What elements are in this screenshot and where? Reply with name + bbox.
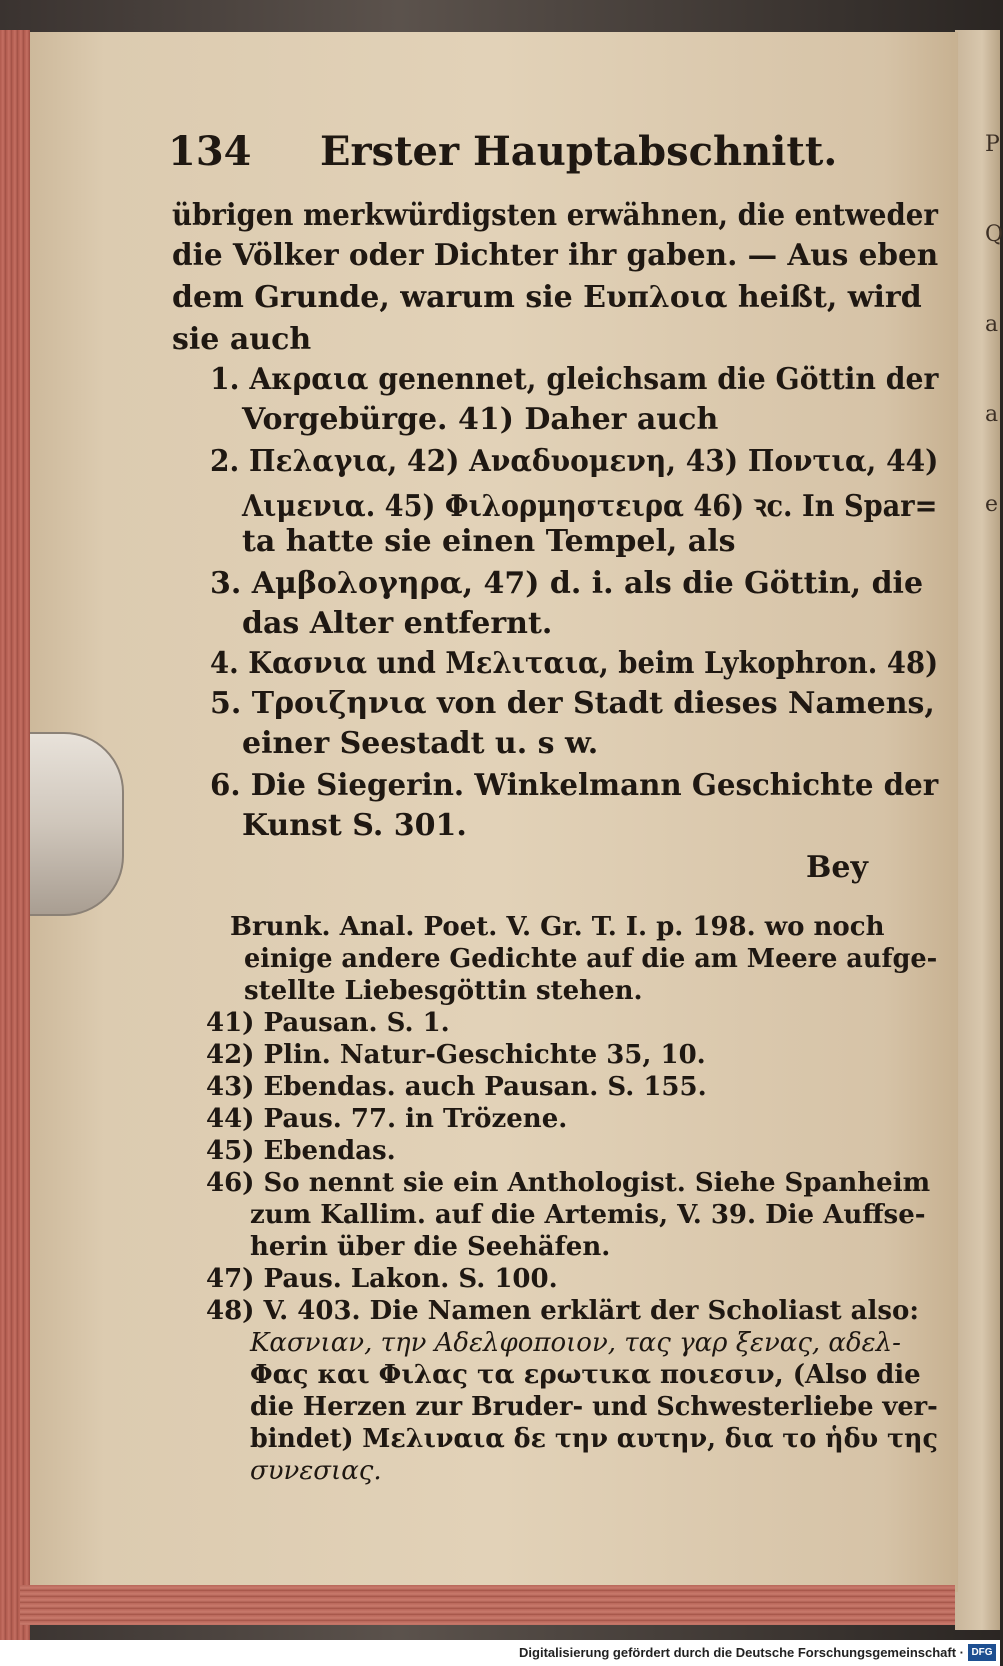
footer-bar	[0, 1640, 1000, 1666]
footnote-line: herin über die Seehäfen.	[250, 1232, 611, 1262]
book-page	[30, 32, 958, 1592]
body-line: 6. Die Siegerin. Winkelmann Geschichte der	[210, 768, 939, 803]
footnote-line: einige andere Gedichte auf die am Meere aufge-	[244, 944, 938, 974]
footnote-line: Κασνιαν, την Αδελφοποιον, τας γαρ ξενας, αδελ-	[250, 1328, 901, 1358]
footnote-line: zum Kallim. auf die Artemis, V. 39. Die Auffse-	[250, 1200, 926, 1230]
page-clip	[30, 732, 124, 916]
body-line: dem Grunde, warum sie Ευπλοια heißt, wird	[172, 280, 922, 315]
body-line: die Völker oder Dichter ihr gaben. — Aus eben	[172, 238, 939, 273]
footnote-line: Brunk. Anal. Poet. V. Gr. T. I. p. 198. wo noch	[230, 912, 885, 942]
footnote-line: Φας και Φιλας τα ερωτικα ποιεσιν, (Also die	[250, 1360, 921, 1390]
body-line: Vorgebürge. 41) Daher auch	[242, 402, 719, 437]
running-title: Erster Hauptabschnitt.	[320, 128, 838, 175]
footnote-line: 47) Paus. Lakon. S. 100.	[206, 1264, 558, 1294]
dfg-logo: DFG	[968, 1644, 996, 1661]
body-line: Λιμενια. 45) Φιλορμηστειρα 46) ꝛc. In Spar=	[242, 489, 938, 524]
footnote-line: 43) Ebendas. auch Pausan. S. 155.	[206, 1072, 707, 1102]
body-line: 5. Τροιζηνια von der Stadt dieses Namens,	[210, 686, 935, 721]
body-line: Kunst S. 301.	[242, 808, 467, 843]
footnote-line: die Herzen zur Bruder- und Schwesterliebe ver-	[250, 1392, 938, 1422]
body-line: 2. Πελαγια, 42) Αναδυομενη, 43) Ποντια, 44)	[210, 444, 939, 479]
book-edge-bottom	[20, 1585, 955, 1625]
body-line: einer Seestadt u. s w.	[242, 726, 599, 761]
page-number: 134	[168, 128, 252, 175]
book-edge-left	[0, 30, 30, 1640]
footer-credit: Digitalisierung gefördert durch die Deutsche Forschungsgemeinschaft ·	[519, 1645, 964, 1660]
footnote-line: 46) So nennt sie ein Anthologist. Siehe Spanheim	[206, 1168, 931, 1198]
footnote-line: bindet) Μελιναια δε την αυτην, δια το ἡδυ της	[250, 1424, 938, 1454]
footnote-line: stellte Liebesgöttin stehen.	[244, 976, 643, 1006]
body-line: das Alter entfernt.	[242, 606, 553, 641]
body-line: 4. Κασνια und Μελιταια, beim Lykophron. 48)	[210, 646, 939, 681]
footnote-line: 42) Plin. Natur-Geschichte 35, 10.	[206, 1040, 706, 1070]
body-line: 1. Ακραια genennet, gleichsam die Göttin der	[210, 362, 939, 397]
body-line: sie auch	[172, 322, 312, 357]
catchword: Bey	[806, 850, 868, 885]
footnote-line: συνεσιας.	[250, 1456, 382, 1486]
footnote-line: 41) Pausan. S. 1.	[206, 1008, 450, 1038]
footnote-line: 44) Paus. 77. in Trözene.	[206, 1104, 568, 1134]
footnote-line: 48) V. 403. Die Namen erklärt der Scholiast also:	[206, 1296, 919, 1326]
body-line: ta hatte sie einen Tempel, als	[242, 524, 736, 559]
next-page-glyphs: P Q a a e	[985, 132, 1003, 517]
body-line: übrigen merkwürdigsten erwähnen, die entweder	[172, 198, 938, 233]
body-line: 3. Αμβολογηρα, 47) d. i. als die Göttin, die	[210, 566, 924, 601]
footnote-line: 45) Ebendas.	[206, 1136, 396, 1166]
